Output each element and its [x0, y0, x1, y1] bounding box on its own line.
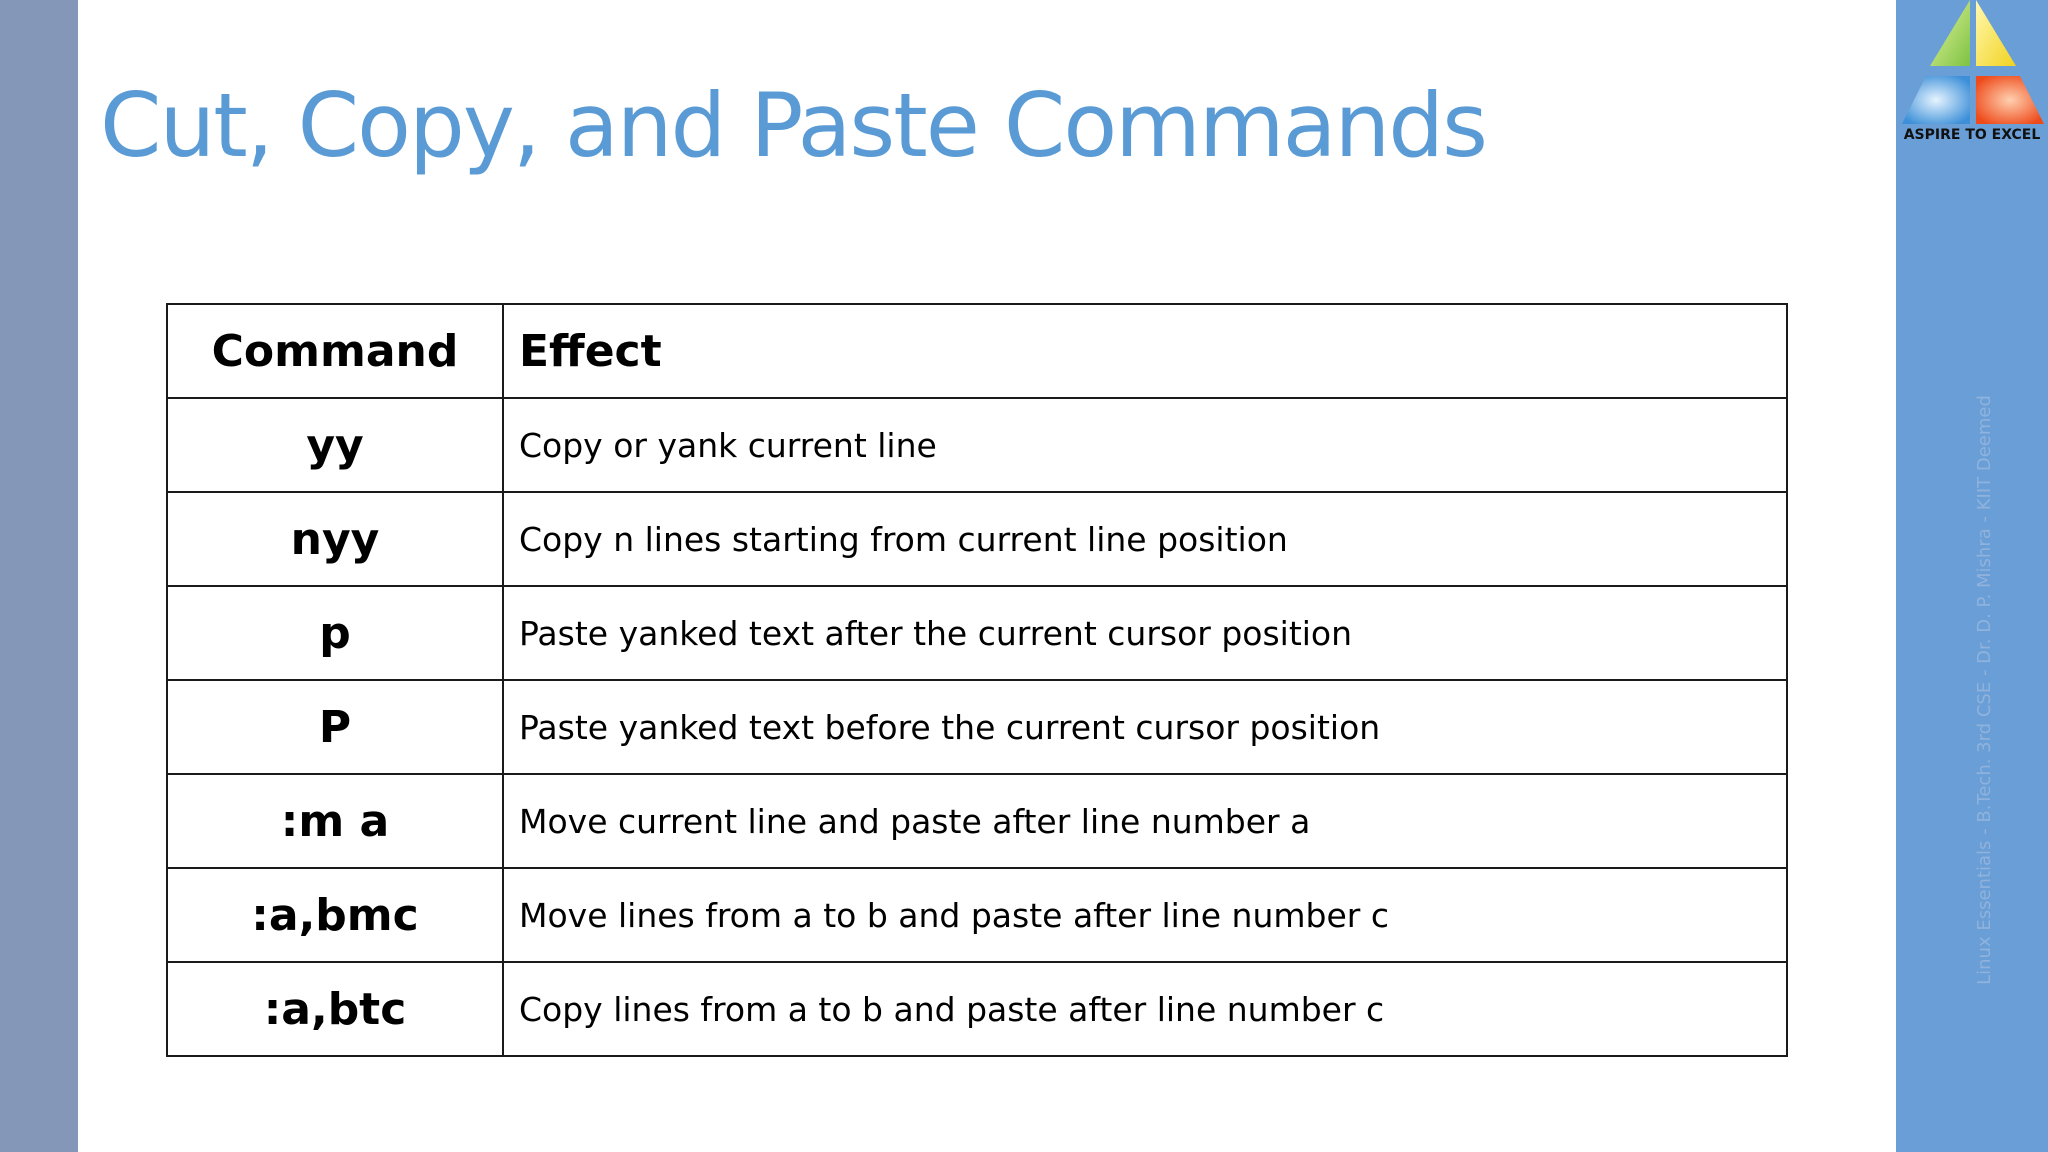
effect-cell: Copy or yank current line — [503, 398, 1787, 492]
table-header-row — [167, 304, 1787, 398]
effect-cell: Copy lines from a to b and paste after line number c — [503, 962, 1787, 1056]
table-row — [167, 962, 1787, 1056]
table-row — [167, 398, 1787, 492]
left-accent-bar — [0, 0, 78, 1152]
header-effect: Effect — [503, 304, 1787, 398]
side-caption-text: Linux Essentials - B.Tech. 3rd CSE - Dr. D. P. Mishra - KIIT Deemed — [1974, 395, 1995, 985]
command-cell: :a,bmc — [167, 868, 503, 962]
command-cell: :m a — [167, 774, 503, 868]
command-cell: nyy — [167, 492, 503, 586]
command-cell: P — [167, 680, 503, 774]
table-row — [167, 680, 1787, 774]
table-row — [167, 868, 1787, 962]
right-accent-bar — [1896, 0, 2048, 1152]
effect-cell: Copy n lines starting from current line position — [503, 492, 1787, 586]
effect-cell: Move current line and paste after line number a — [503, 774, 1787, 868]
effect-cell: Move lines from a to b and paste after line number c — [503, 868, 1787, 962]
commands-table — [166, 303, 1788, 1057]
table-row — [167, 492, 1787, 586]
header-command: Command — [167, 304, 503, 398]
logo-text: ASPIRE TO EXCEL — [1903, 127, 2041, 143]
effect-cell: Paste yanked text after the current cursor position — [503, 586, 1787, 680]
command-cell: :a,btc — [167, 962, 503, 1056]
command-cell: yy — [167, 398, 503, 492]
table-row — [167, 586, 1787, 680]
effect-cell: Paste yanked text before the current cursor position — [503, 680, 1787, 774]
table-row — [167, 774, 1787, 868]
command-cell: p — [167, 586, 503, 680]
slide-title: Cut, Copy, and Paste Commands — [100, 74, 1487, 177]
